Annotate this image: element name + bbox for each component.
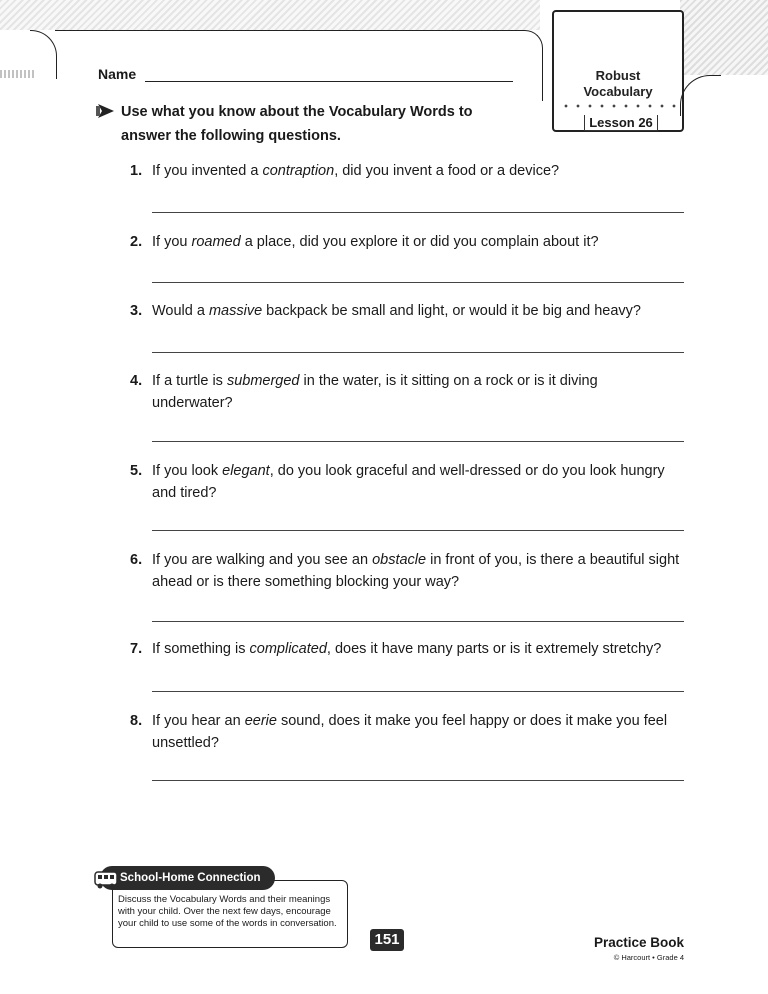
header-texture (0, 0, 540, 30)
question-text-after: , did you invent a food or a device? (334, 163, 560, 179)
question-text (152, 710, 682, 754)
answer-line-2[interactable] (152, 282, 684, 283)
question-text-before: If you (152, 234, 192, 250)
vocabulary-word: submerged (226, 373, 300, 389)
book-title: Practice Book (593, 935, 684, 950)
arrow-bullet-icon (96, 102, 116, 120)
question-text-after: , do you look graceful and well-dressed or do you look hungry and tired? (152, 463, 665, 501)
question-number: 2. (130, 234, 143, 250)
answer-line-7[interactable] (152, 691, 684, 692)
answer-line-8[interactable] (152, 780, 684, 781)
school-bus-icon (94, 868, 118, 890)
question-text (152, 460, 682, 504)
question-text-before: If something is (152, 641, 250, 657)
question-text-before: If you hear an (152, 713, 245, 729)
answer-line-6[interactable] (152, 621, 684, 622)
directions-line1: Use what you know about the Vocabulary Words to (121, 104, 473, 120)
question-number: 3. (130, 303, 143, 319)
copyright: © Harcourt • Grade 4 (613, 953, 684, 962)
question-number: 1. (130, 163, 143, 179)
question-text (152, 231, 682, 253)
lesson-number: Lesson 26 (584, 115, 658, 131)
answer-line-1[interactable] (152, 212, 684, 213)
answer-line-3[interactable] (152, 352, 684, 353)
vocabulary-word: elegant (222, 463, 270, 479)
frame-corner-right (520, 30, 543, 101)
question-text-before: Would a (152, 303, 209, 319)
school-home-text: Discuss the Vocabulary Words and their meanings with your child. Over the next few days, encourage your child to use some of the words in conversation. (118, 894, 337, 929)
answer-line-5[interactable] (152, 530, 684, 531)
lesson-tab (552, 10, 684, 132)
lesson-tab-title-line1: Robust (595, 68, 641, 83)
question-text-before: If a turtle is (152, 373, 227, 389)
frame-curl-right (680, 75, 721, 116)
question-text (152, 300, 682, 322)
school-home-title: School-Home Connection (120, 872, 261, 884)
question-number: 4. (130, 373, 143, 389)
vocabulary-word: eerie (244, 713, 277, 729)
question-text (152, 160, 682, 182)
name-input-line[interactable] (145, 81, 513, 82)
question-number: 5. (130, 463, 143, 479)
page-number: 151 (370, 929, 404, 951)
question-number: 8. (130, 713, 143, 729)
lesson-tab-title (554, 68, 682, 100)
question-text-before: If you are walking and you see an (152, 552, 373, 568)
answer-line-4[interactable] (152, 441, 684, 442)
question-text (152, 370, 682, 414)
question-text-after: sound, does it make you feel happy or does it make you feel unsettled? (152, 713, 668, 751)
question-text-after: in front of you, is there a beautiful sight ahead or is there something blocking your way? (152, 552, 680, 590)
dotted-divider (560, 103, 676, 109)
question-text (152, 549, 682, 593)
question-text-before: If you look (152, 463, 223, 479)
vocabulary-word: complicated (249, 641, 327, 657)
vocabulary-word: contraption (262, 163, 335, 179)
question-number: 7. (130, 641, 143, 657)
question-text-after: , does it have many parts or is it extremely stretchy? (326, 641, 662, 657)
header-texture-right (680, 0, 768, 75)
frame-top-rule (55, 30, 525, 31)
question-text-after: a place, did you explore it or did you complain about it? (240, 234, 599, 250)
frame-corner-left (30, 30, 57, 79)
question-text-after: backpack be small and light, or would it be big and heavy? (262, 303, 641, 319)
frame-tail (0, 70, 34, 78)
vocabulary-word: obstacle (372, 552, 427, 568)
question-text-after: in the water, is it sitting on a rock or is it diving underwater? (152, 373, 598, 411)
school-home-banner (100, 866, 275, 890)
directions (96, 100, 526, 148)
question-number: 6. (130, 552, 143, 568)
lesson-tab-title-line2: Vocabulary (583, 84, 653, 99)
question-text (152, 638, 682, 660)
directions-line2: answer the following questions. (121, 128, 341, 144)
question-text-before: If you invented a (152, 163, 263, 179)
name-label: Name (98, 66, 137, 82)
vocabulary-word: roamed (191, 234, 241, 250)
vocabulary-word: massive (208, 303, 263, 319)
